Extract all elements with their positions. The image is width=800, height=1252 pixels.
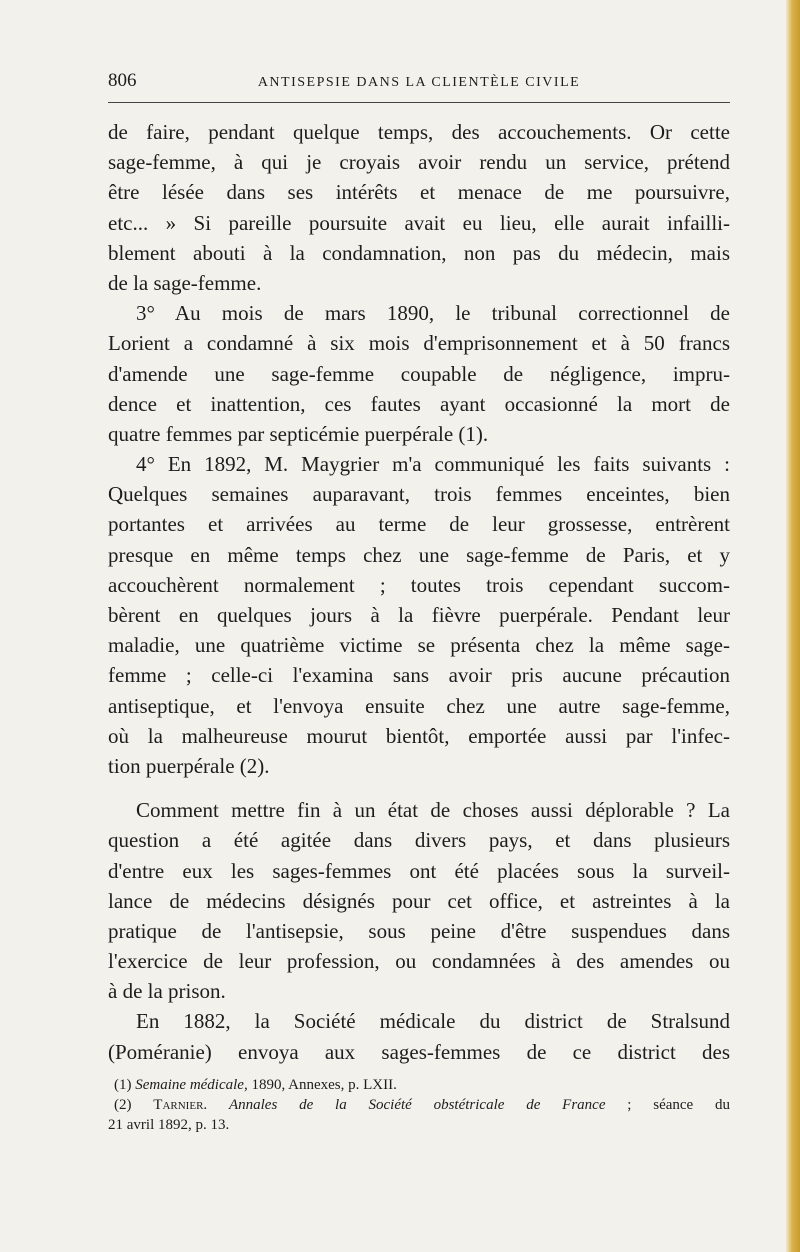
footnote-2	[108, 1095, 730, 1115]
text-line: où la malheureuse mourut bientôt, emportée aussi par l'infec-	[108, 723, 730, 748]
text-line: Quelques semaines auparavant, trois femmes enceintes, bien	[108, 482, 730, 507]
running-title: ANTISEPSIE DANS LA CLIENTÈLE CIVILE	[257, 75, 581, 90]
text-line: être lésée dans ses intérêts et menace de me poursuivre,	[108, 180, 730, 205]
paragraph-3	[108, 449, 730, 781]
page-number: 806	[108, 70, 137, 91]
text-line: dence et inattention, ces fautes ayant occasionné la mort de	[108, 391, 730, 416]
body-text	[108, 117, 730, 1067]
text-line: antiseptique, et l'envoya ensuite chez une autre sage-femme,	[108, 693, 730, 718]
text-line: portantes et arrivées au terme de leur grossesse, entrèrent	[108, 512, 730, 537]
text-line: etc... » Si pareille poursuite avait eu lieu, elle aurait infailli-	[108, 210, 730, 235]
text-line: de la sage-femme.	[108, 270, 262, 295]
text-line: l'exercice de leur profession, ou condamnées à des amendes ou	[108, 949, 730, 974]
footnote-title: Semaine médicale	[135, 1076, 244, 1093]
footnote-text: , 1890, Annexes, p. LXII.	[243, 1076, 397, 1093]
paragraph-4	[108, 795, 730, 1006]
text-line: de faire, pendant quelque temps, des accouchements. Or cette	[108, 120, 730, 144]
text-line: d'entre eux les sages-femmes ont été placées sous la surveil-	[108, 858, 730, 883]
footnote-separator: .	[203, 1096, 229, 1113]
text-line: 3° Au mois de mars 1890, le tribunal correctionnel de	[136, 301, 730, 326]
text-line: tion puerpérale (2).	[108, 753, 270, 778]
footnote-1	[108, 1075, 730, 1095]
text-line: Comment mettre fin à un état de choses aussi déplorable ? La	[136, 798, 730, 823]
text-line: (Poméranie) envoya aux sages-femmes de ce district des	[108, 1039, 730, 1064]
text-line: femme ; celle-ci l'examina sans avoir pris aucune précaution	[108, 663, 730, 688]
footnote-number: (2)	[114, 1096, 132, 1113]
page-header	[108, 70, 730, 103]
footnote-title: Annales de la Société obstétricale de France	[228, 1096, 606, 1113]
text-line: En 1882, la Société médicale du district de Stralsund	[136, 1009, 730, 1034]
text-line: blement abouti à la condamnation, non pas du médecin, mais	[108, 240, 730, 265]
text-line: sage-femme, à qui je croyais avoir rendu un service, prétend	[108, 150, 730, 175]
text-line: bèrent en quelques jours à la fièvre puerpérale. Pendant leur	[108, 603, 730, 627]
text-line: Lorient a condamné à six mois d'emprisonnement et à 50 francs	[108, 331, 730, 356]
paragraph-5	[108, 1006, 730, 1066]
text-line: presque en même temps chez une sage-femme de Paris, et y	[108, 542, 730, 567]
text-line: accouchèrent normalement ; toutes trois cependant succom-	[108, 572, 730, 597]
text-line: d'amende une sage-femme coupable de négligence, impru-	[108, 361, 730, 386]
text-line: lance de médecins désignés pour cet office, et astreintes à la	[108, 888, 730, 913]
text-line: à de la prison.	[108, 979, 226, 1004]
text-line: quatre femmes par septicémie puerpérale (1).	[108, 421, 489, 446]
footnote-text: ; séance du	[605, 1096, 731, 1113]
book-page	[108, 70, 730, 1135]
text-line: maladie, une quatrième victime se présenta chez la même sage-	[108, 633, 730, 658]
footnote-2-continued: 21 avril 1892, p. 13.	[108, 1116, 230, 1133]
page-edge-binding	[786, 0, 800, 1252]
footnote-author: Tarnier	[153, 1096, 204, 1113]
text-line: question a été agitée dans divers pays, et dans plusieurs	[108, 828, 730, 853]
paragraph-2	[108, 298, 730, 449]
text-line: 4° En 1892, M. Maygrier m'a communiqué les faits suivants :	[136, 452, 730, 477]
footnotes	[108, 1075, 730, 1135]
paragraph-gap	[108, 781, 730, 795]
text-line: pratique de l'antisepsie, sous peine d'être suspendues dans	[108, 918, 730, 943]
paragraph-1	[108, 117, 730, 298]
footnote-number: (1)	[114, 1076, 132, 1093]
